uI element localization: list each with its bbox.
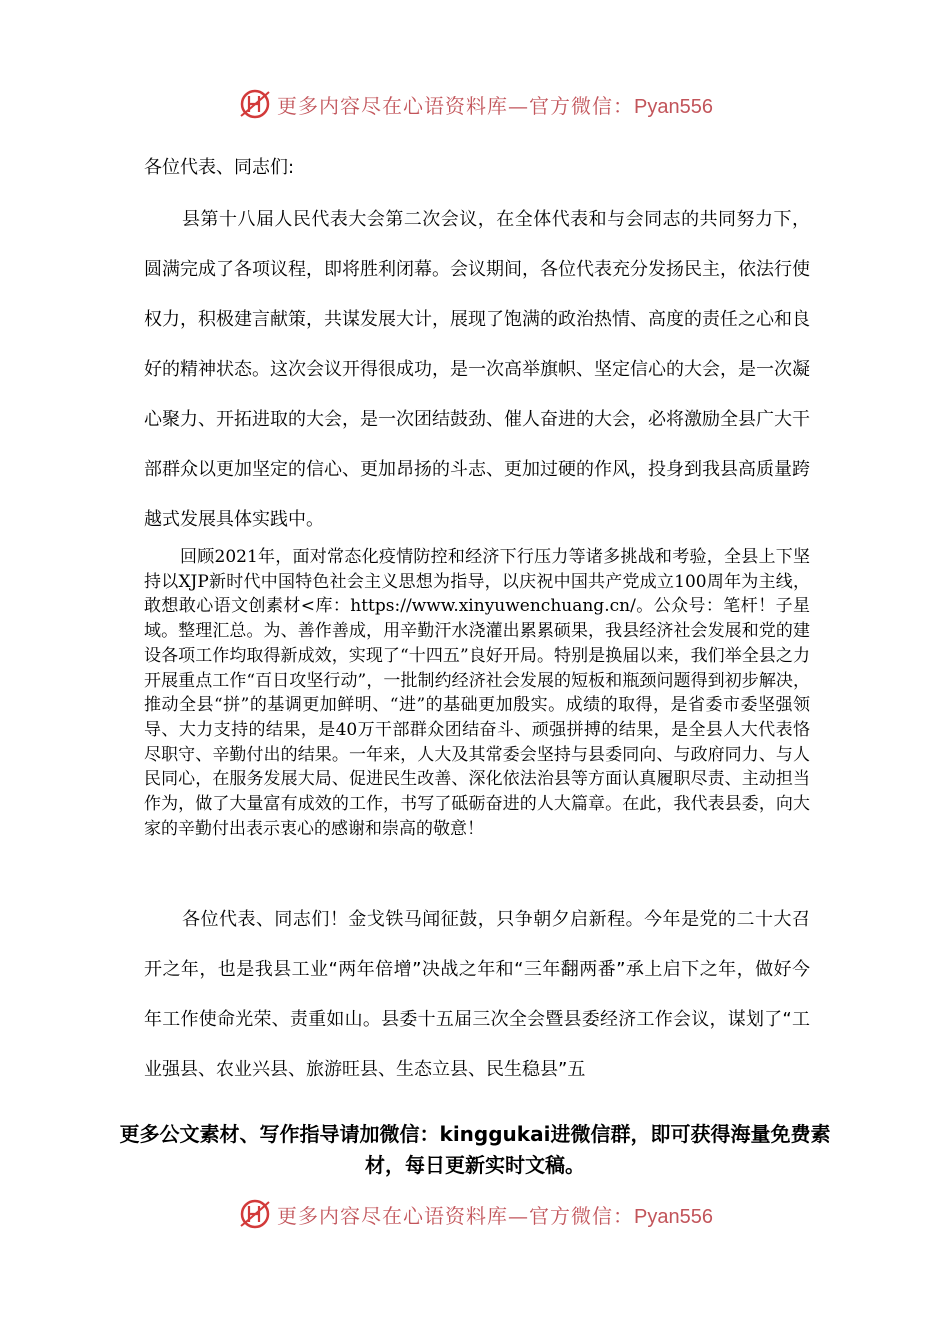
header-banner bbox=[0, 84, 950, 124]
header-banner-text: 更多内容尽在心语资料库—官方微信：Pyan556 bbox=[277, 93, 713, 118]
paragraph-2: 回顾2021年，面对常态化疫情防控和经济下行压力等诸多挑战和考验，全县上下坚持以XJP新时代中国特色社会主义思想为指导，以庆祝中国共产党成立100周年为主线，敢想敢心语文创素材<库：https://www.xinyuwenchuang.cn/。公众号：笔杆！子星域。整理汇总。为、善作善成，用辛勤汗水浇灌出累累硕果，我县经济社会发展和党的建设各项工作均取得新成效，实现了“十四五”良好开局。特别是换届以来，我们举全县之力开展重点工作“百日攻坚行动”，一批制约经济社会发展的短板和瓶颈问题得到初步解决，推动全县“拼”的基调更加鲜明、“进”的基础更加殷实。成绩的取得，是省委市委坚强领导、大力支持的结果，是40万干部群众团结奋斗、顽强拼搏的结果，是全县人大代表恪尽职守、辛勤付出的结果。一年来，人大及其常委会坚持与县委同向、与政府同力、与人民同心，在服务发展大局、促进民生改善、深化依法治县等方面认真履职尽责、主动担当作为，做了大量富有成效的工作，书写了砥砺奋进的人大篇章。在此，我代表县委，向大家的辛勤付出表示衷心的感谢和崇高的敬意！ bbox=[144, 547, 810, 839]
logo-icon bbox=[237, 86, 273, 122]
paragraph-3: 各位代表、同志们！金戈铁马闻征鼓，只争朝夕启新程。今年是党的二十大召开之年，也是我县工业“两年倍增”决战之年和“三年翻两番”承上启下之年，做好今年工作使命光荣、责重如山。县委十五届三次全会暨县委经济工作会议，谋划了“工业强县、农业兴县、旅游旺县、生态立县、民生稳县”五 bbox=[144, 909, 810, 1080]
footer-note: 更多公文素材、写作指导请加微信：kinggukai进微信群，即可获得海量免费素材，每日更新实时文稿。 bbox=[119, 1122, 831, 1177]
paragraph-1: 县第十八届人民代表大会第二次会议，在全体代表和与会同志的共同努力下，圆满完成了各项议程，即将胜利闭幕。会议期间，各位代表充分发扬民主，依法行使权力，积极建言献策，共谋发展大计，展现了饱满的政治热情、高度的责任之心和良好的精神状态。这次会议开得很成功，是一次高举旗帜、坚定信心的大会，是一次凝心聚力、开拓进取的大会，是一次团结鼓劲、催人奋进的大会，必将激励全县广大干部群众以更加坚定的信心、更加昂扬的斗志、更加过硬的作风，投身到我县高质量跨越式发展具体实践中。 bbox=[144, 209, 810, 530]
logo-icon bbox=[237, 1196, 273, 1232]
salutation: 各位代表、同志们: bbox=[144, 157, 295, 178]
footer-banner-text: 更多内容尽在心语资料库—官方微信：Pyan556 bbox=[277, 1203, 713, 1228]
footer-banner bbox=[0, 1194, 950, 1234]
header-wechat-id: Pyan556 bbox=[634, 95, 713, 118]
footer-wechat-id: Pyan556 bbox=[634, 1205, 713, 1228]
